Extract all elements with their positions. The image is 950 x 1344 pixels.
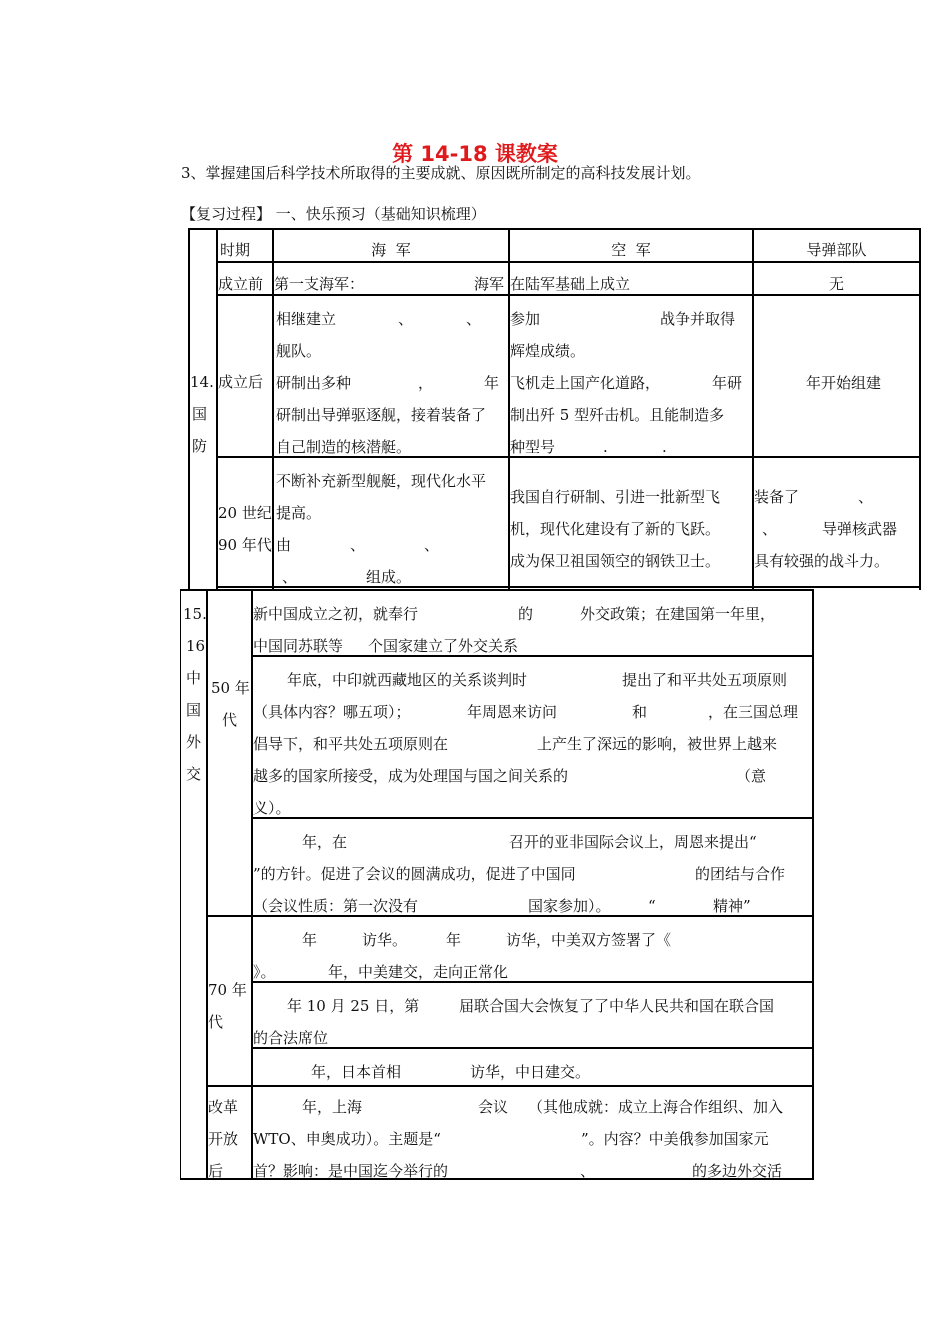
diplomacy-section-label: 外 bbox=[186, 733, 202, 751]
cell-c1: 个国家建立了外交关系 bbox=[368, 637, 519, 655]
cell-c5: 届联合国大会恢复了了中华人民共和国在联合国 bbox=[459, 997, 775, 1015]
header-air: 空 军 bbox=[611, 241, 651, 259]
cell-c2: 越多的国家所接受，成为处理国与国之间关系的 bbox=[253, 767, 569, 785]
cell-c2: （意 bbox=[736, 767, 767, 785]
period-reform: 改革 bbox=[208, 1098, 239, 1116]
diplomacy-section-label: 国 bbox=[186, 701, 202, 719]
cell-c2: 义）。 bbox=[253, 799, 291, 817]
cell-c2: （具体内容？哪五项）； bbox=[253, 703, 411, 721]
cell-c1: 新中国成立之初，就奉行 bbox=[253, 605, 419, 623]
diplomacy-section-label: 16 bbox=[186, 637, 206, 655]
air-before: 在陆军基础上成立 bbox=[510, 275, 631, 293]
cell-c7: 会议 bbox=[478, 1098, 509, 1116]
air-1990s: 成为保卫祖国领空的钢铁卫士。 bbox=[510, 552, 721, 570]
cell-c4: 年 bbox=[302, 931, 318, 949]
navy-after: 相继建立 bbox=[276, 310, 337, 328]
period-50s: 代 bbox=[222, 711, 238, 729]
diplomacy-section-label: 15. bbox=[183, 605, 207, 623]
navy-after: 研制出导弹驱逐舰，接着装备了 bbox=[276, 406, 487, 424]
review-heading: 【复习过程】 一、快乐预习（基础知识梳理） bbox=[181, 205, 486, 223]
missile-1990s: 导弹核武器 bbox=[822, 520, 898, 538]
defense-section-label: 国 bbox=[192, 405, 208, 423]
cell-c5: 的合法席位 bbox=[253, 1029, 329, 1047]
cell-c4: 年 bbox=[446, 931, 462, 949]
missile-before: 无 bbox=[828, 275, 844, 293]
cell-c1: 外交政策；在建国第一年里， bbox=[580, 605, 776, 623]
cell-c7: （其他成就：成立上海合作组织、加入 bbox=[528, 1098, 784, 1116]
air-1990s: 我国自行研制、引进一批新型飞 bbox=[510, 488, 721, 506]
navy-after: 、 bbox=[466, 310, 482, 328]
defense-section-label: 14. bbox=[190, 373, 214, 391]
defense-section-label: 防 bbox=[192, 437, 208, 455]
cell-c7: 、 bbox=[580, 1162, 596, 1180]
cell-c4: 》。 bbox=[253, 963, 276, 981]
cell-c6: 访华，中日建交。 bbox=[470, 1063, 591, 1081]
cell-c2: 年周恩来访问 bbox=[467, 703, 558, 721]
air-after: 年研 bbox=[712, 374, 743, 392]
navy-1990s: 、 bbox=[282, 568, 298, 586]
learning-goal: 3、掌握建国后科学技术所取得的主要成就、原因既所制定的高科技发展计划。 bbox=[181, 164, 701, 182]
page-title: 第 14-18 课教案 bbox=[392, 142, 558, 166]
missile-1990s: 、 bbox=[858, 488, 874, 506]
cell-c2: 倡导下，和平共处五项原则在 bbox=[253, 735, 449, 753]
cell-c7: 首？影响：是中国迄今举行的 bbox=[253, 1162, 449, 1180]
navy-after: ， bbox=[418, 374, 434, 392]
air-after: 参加 bbox=[510, 310, 541, 328]
header-period: 时期 bbox=[220, 241, 251, 259]
air-after: 辉煌成绩。 bbox=[510, 342, 586, 360]
missile-1990s: 、 bbox=[762, 520, 778, 538]
period-reform: 后 bbox=[208, 1162, 224, 1180]
cell-c3: 年，在 bbox=[302, 833, 348, 851]
header-missile: 导弹部队 bbox=[806, 241, 867, 259]
period-after: 成立后 bbox=[218, 373, 264, 391]
cell-c5: 年 10 月 25 日，第 bbox=[287, 997, 420, 1015]
missile-1990s: 具有较强的战斗力。 bbox=[754, 552, 890, 570]
navy-1990s: 、 bbox=[424, 536, 440, 554]
period-1990s: 20 世纪 bbox=[218, 504, 272, 522]
missile-after: 年开始组建 bbox=[806, 374, 882, 392]
navy-after: 自己制造的核潜艇。 bbox=[276, 438, 412, 456]
navy-before: 第一支海军： bbox=[274, 275, 365, 293]
period-reform: 开放 bbox=[208, 1130, 239, 1148]
air-1990s: 机，现代化建设有了新的飞跃。 bbox=[510, 520, 721, 538]
cell-c2: 上产生了深远的影响，被世界上越来 bbox=[537, 735, 778, 753]
period-70s: 70 年 bbox=[208, 981, 247, 999]
navy-after: 研制出多种 bbox=[276, 374, 352, 392]
air-after: 制出歼 5 型歼击机。且能制造多 bbox=[510, 406, 725, 424]
navy-after: 舰队。 bbox=[276, 342, 322, 360]
cell-c3: 国家参加）。 bbox=[528, 897, 611, 915]
cell-c3: 精神” bbox=[713, 897, 751, 915]
cell-c7: 年，上海 bbox=[302, 1098, 363, 1116]
navy-after: 、 bbox=[398, 310, 414, 328]
cell-c7: 的多边外交活 bbox=[692, 1162, 783, 1180]
cell-c4: 访华。 bbox=[362, 931, 408, 949]
air-after: 种型号 bbox=[510, 438, 556, 456]
cell-c4: 年，中美建交，走向正常化 bbox=[328, 963, 509, 981]
navy-1990s: 提高。 bbox=[276, 504, 322, 522]
air-after: 飞机走上国产化道路， bbox=[510, 374, 661, 392]
navy-1990s: 不断补充新型舰艇，现代化水平 bbox=[276, 472, 487, 490]
period-before: 成立前 bbox=[218, 275, 264, 293]
diplomacy-section-label: 中 bbox=[186, 669, 202, 687]
cell-c3: 召开的亚非国际会议上，周恩来提出“ bbox=[509, 833, 757, 851]
cell-c3: 的团结与合作 bbox=[695, 865, 786, 883]
cell-c2: 和 bbox=[632, 703, 648, 721]
navy-after: 年 bbox=[484, 374, 500, 392]
diplomacy-section-label: 交 bbox=[186, 765, 202, 783]
cell-c2: ，在三国总理 bbox=[708, 703, 799, 721]
navy-1990s: 、 bbox=[350, 536, 366, 554]
cell-c3: “ bbox=[648, 897, 656, 915]
period-50s: 50 年 bbox=[211, 679, 250, 697]
cell-c7: WTO、申奥成功）。主题是“ bbox=[253, 1130, 441, 1148]
header-navy: 海 军 bbox=[371, 241, 411, 259]
navy-before: 海军 bbox=[474, 275, 505, 293]
cell-c4: 访华，中美双方签署了《 bbox=[506, 931, 672, 949]
cell-c2: 提出了和平共处五项原则 bbox=[622, 671, 788, 689]
navy-1990s: 组成。 bbox=[366, 568, 412, 586]
cell-c1: 的 bbox=[518, 605, 534, 623]
cell-c2: 年底，中印就西藏地区的关系谈判时 bbox=[287, 671, 528, 689]
cell-c3: （会议性质：第一次没有 bbox=[253, 897, 419, 915]
air-after: . bbox=[603, 438, 608, 456]
missile-1990s: 装备了 bbox=[754, 488, 800, 506]
period-70s: 代 bbox=[208, 1013, 224, 1031]
air-after: . bbox=[662, 438, 667, 456]
cell-c6: 年，日本首相 bbox=[311, 1063, 402, 1081]
cell-c1: 中国同苏联等 bbox=[253, 637, 344, 655]
air-after: 战争并取得 bbox=[660, 310, 736, 328]
period-1990s: 90 年代 bbox=[218, 536, 272, 554]
cell-c3: ”的方针。促进了会议的圆满成功，促进了中国同 bbox=[253, 865, 576, 883]
navy-1990s: 由 bbox=[276, 536, 292, 554]
cell-c7: ”。内容？中美俄参加国家元 bbox=[581, 1130, 769, 1148]
